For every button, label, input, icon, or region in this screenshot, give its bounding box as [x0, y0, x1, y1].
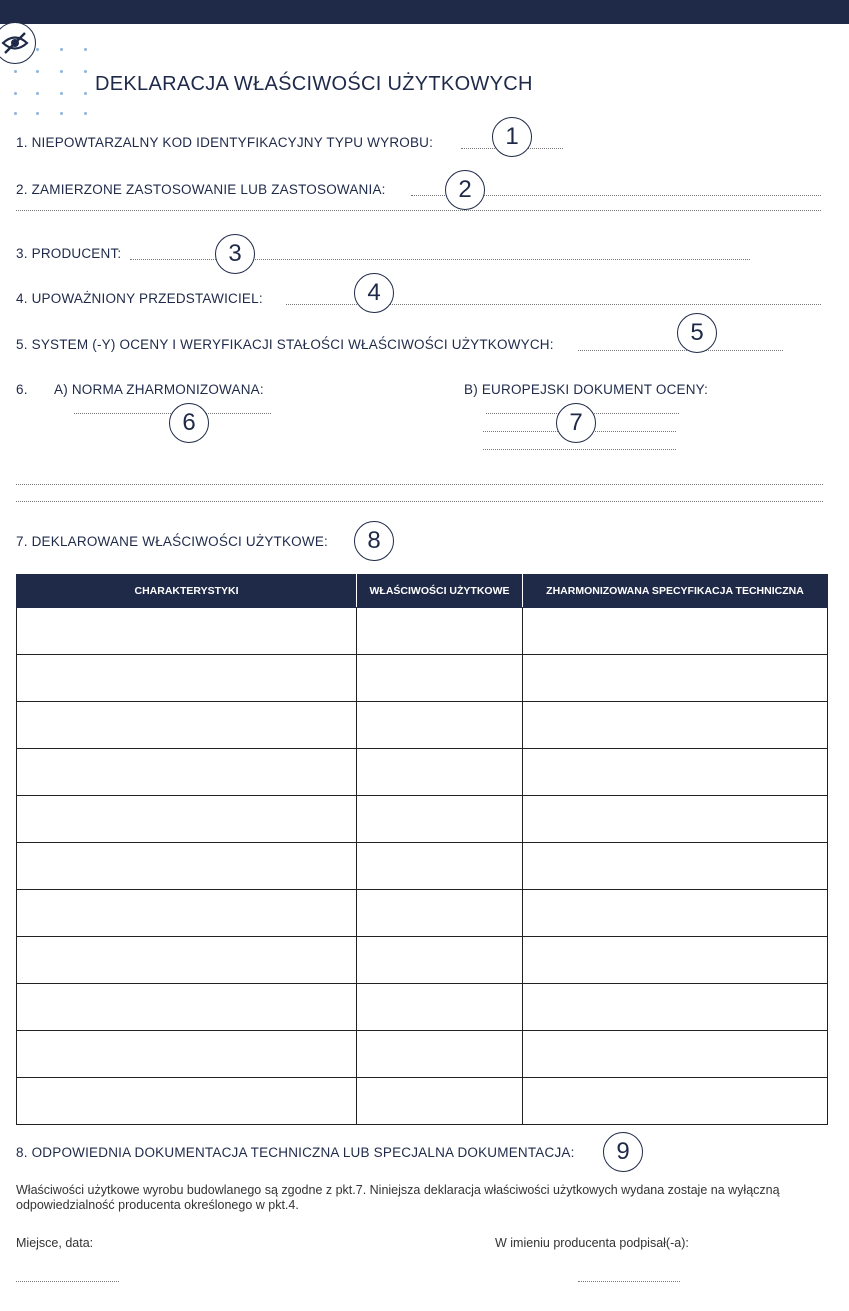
signature-label: W imieniu producenta podpisał(-a):: [495, 1236, 689, 1250]
marker-6: 6: [169, 403, 209, 443]
table-cell[interactable]: [357, 1031, 523, 1078]
table-row: [17, 843, 828, 890]
table-cell[interactable]: [357, 608, 523, 655]
section-2-field-line-2[interactable]: [16, 210, 821, 211]
table-cell[interactable]: [17, 890, 357, 937]
table-cell[interactable]: [357, 796, 523, 843]
signature-field[interactable]: [578, 1281, 680, 1282]
table-cell[interactable]: [17, 655, 357, 702]
marker-3: 3: [215, 234, 255, 274]
document-title: DEKLARACJA WŁAŚCIWOŚCI UŻYTKOWYCH: [95, 73, 533, 95]
marker-7: 7: [556, 403, 596, 443]
table-cell[interactable]: [357, 655, 523, 702]
table-cell[interactable]: [523, 1031, 828, 1078]
table-row: [17, 937, 828, 984]
column-header: WŁAŚCIWOŚCI UŻYTKOWE: [357, 575, 523, 608]
table-row: [17, 749, 828, 796]
section-3-label: 3. PRODUCENT:: [16, 246, 122, 261]
table-cell[interactable]: [17, 1031, 357, 1078]
marker-8: 8: [354, 521, 394, 561]
table-row: [17, 702, 828, 749]
table-row: [17, 1078, 828, 1125]
table-cell[interactable]: [357, 749, 523, 796]
table-cell[interactable]: [523, 843, 828, 890]
table-cell[interactable]: [523, 655, 828, 702]
table-row: [17, 796, 828, 843]
table-cell[interactable]: [357, 937, 523, 984]
column-header: ZHARMONIZOWANA SPECYFIKACJA TECHNICZNA: [523, 575, 828, 608]
section-6a-label: A) NORMA ZHARMONIZOWANA:: [54, 382, 264, 397]
section-8-label: 8. ODPOWIEDNIA DOKUMENTACJA TECHNICZNA LUB SPECJALNA DOKUMENTACJA:: [16, 1145, 575, 1160]
table-cell[interactable]: [357, 1078, 523, 1125]
table-cell[interactable]: [357, 890, 523, 937]
extra-line-2[interactable]: [16, 501, 823, 502]
top-banner: [0, 0, 849, 24]
table-cell[interactable]: [357, 843, 523, 890]
table-row: [17, 890, 828, 937]
properties-table: [16, 574, 828, 1125]
table-cell[interactable]: [357, 984, 523, 1031]
table-cell[interactable]: [17, 608, 357, 655]
section-5-label: 5. SYSTEM (-Y) OCENY I WERYFIKACJI STAŁOŚCI WŁAŚCIWOŚCI UŻYTKOWYCH:: [16, 337, 554, 352]
section-4-label: 4. UPOWAŻNIONY PRZEDSTAWICIEL:: [16, 291, 263, 306]
place-date-field[interactable]: [16, 1281, 119, 1282]
table-cell[interactable]: [17, 937, 357, 984]
table-cell[interactable]: [523, 702, 828, 749]
table-cell[interactable]: [17, 796, 357, 843]
table-cell[interactable]: [523, 608, 828, 655]
table-header-row: [17, 575, 828, 608]
table-cell[interactable]: [17, 702, 357, 749]
marker-4: 4: [354, 273, 394, 313]
marker-2: 2: [445, 170, 485, 210]
place-date-label: Miejsce, data:: [16, 1236, 94, 1250]
table-cell[interactable]: [17, 1078, 357, 1125]
dot-grid-decoration: [14, 48, 92, 118]
marker-1: 1: [492, 117, 532, 157]
marker-5: 5: [677, 313, 717, 353]
section-6b-field-line-3[interactable]: [483, 449, 676, 450]
section-1-label: 1. NIEPOWTARZALNY KOD IDENTYFIKACYJNY TYPU WYROBU:: [16, 135, 434, 150]
conformity-statement: Właściwości użytkowe wyrobu budowlanego są zgodne z pkt.7. Niniejsza deklaracja właściwości użytkowych wydana zostaje na wyłączną odpowiedzialność producenta określonego w pkt.4.: [16, 1183, 780, 1212]
table-cell[interactable]: [523, 1078, 828, 1125]
section-2-label: 2. ZAMIERZONE ZASTOSOWANIE LUB ZASTOSOWANIA:: [16, 182, 386, 197]
section-7-label: 7. DEKLAROWANE WŁAŚCIWOŚCI UŻYTKOWE:: [16, 534, 328, 549]
column-header: CHARAKTERYSTYKI: [17, 575, 357, 608]
table-cell[interactable]: [17, 843, 357, 890]
table-cell[interactable]: [523, 890, 828, 937]
section-6b-label: B) EUROPEJSKI DOKUMENT OCENY:: [464, 382, 709, 397]
table-row: [17, 655, 828, 702]
table-cell[interactable]: [523, 937, 828, 984]
extra-line-1[interactable]: [16, 484, 823, 485]
table-row: [17, 984, 828, 1031]
table-cell[interactable]: [357, 702, 523, 749]
section-6-number: 6.: [16, 382, 28, 397]
marker-9: 9: [603, 1132, 643, 1172]
section-5-field[interactable]: [578, 350, 783, 351]
table-cell[interactable]: [523, 749, 828, 796]
table-cell[interactable]: [523, 796, 828, 843]
table-row: [17, 1031, 828, 1078]
table-cell[interactable]: [523, 984, 828, 1031]
table-cell[interactable]: [17, 984, 357, 1031]
table-row: [17, 608, 828, 655]
table-cell[interactable]: [17, 749, 357, 796]
